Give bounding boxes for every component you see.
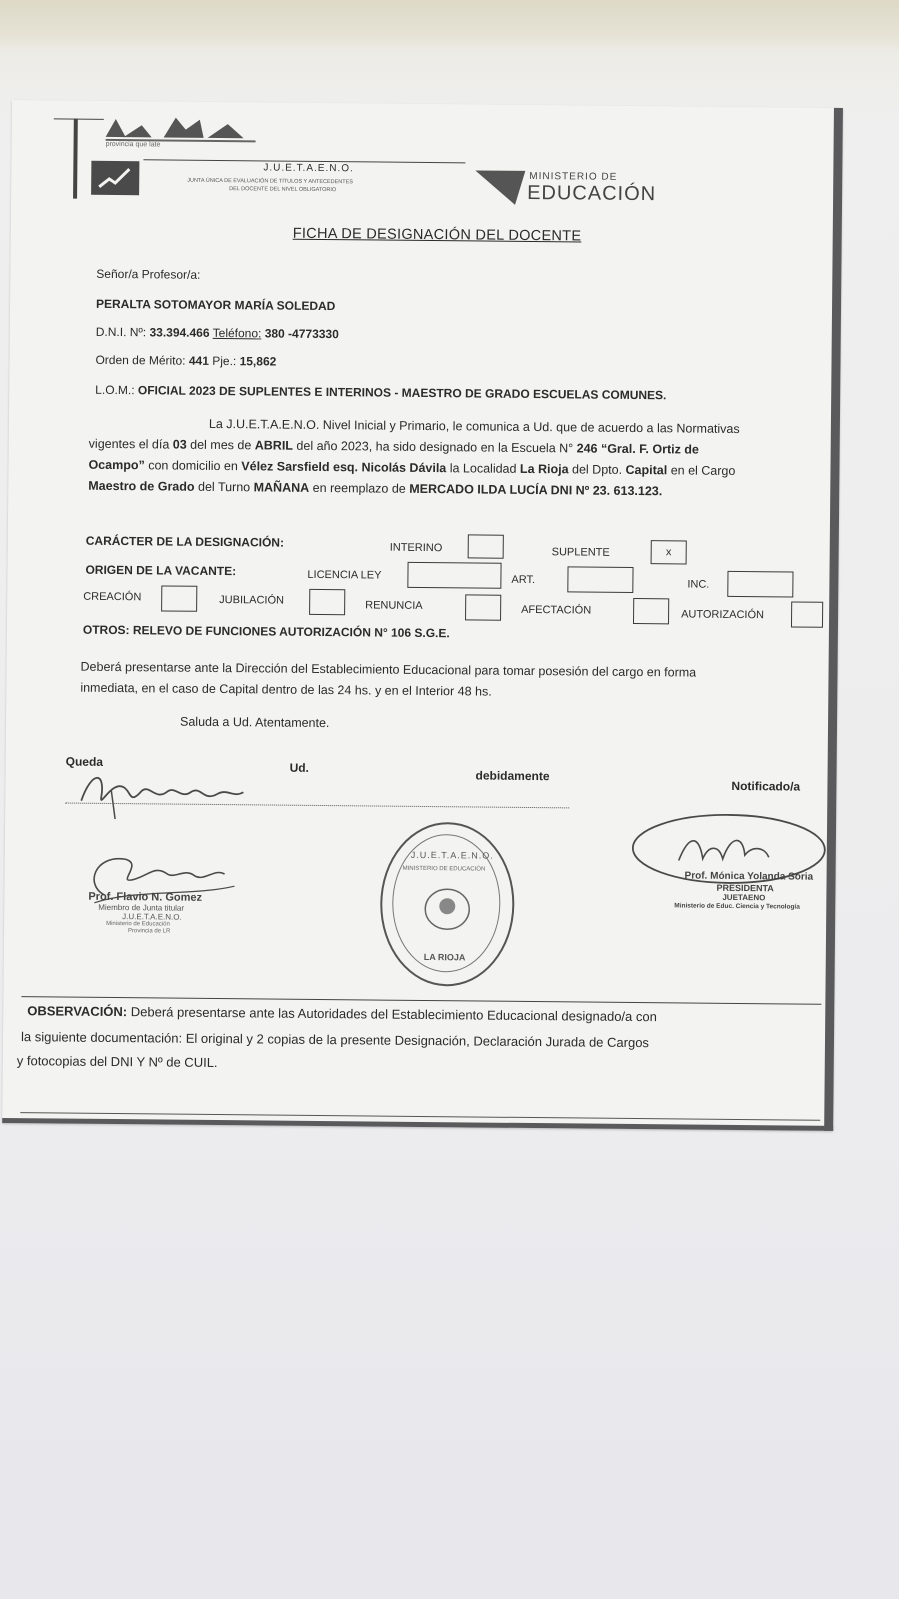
right-signer-role-1: PRESIDENTA (716, 882, 774, 894)
phone-label: Teléfono: (212, 325, 262, 341)
suplente-check-mark: x (665, 546, 672, 559)
origin-label: ORIGEN DE LA VACANTE: (85, 562, 237, 579)
header-vertical-bar (73, 119, 78, 199)
suplente-label: SUPLENTE (551, 546, 610, 559)
left-signer-role-3: Ministerio de Educación (106, 920, 170, 928)
afectacion-label: AFECTACIÓN (521, 603, 592, 617)
jubilacion-checkbox[interactable] (309, 589, 345, 615)
character-label: CARÁCTER DE LA DESIGNACIÓN: (85, 533, 285, 550)
dni-value: 33.394.466 (149, 325, 210, 340)
merit-value: 441 (188, 353, 209, 368)
observation-box (16, 996, 821, 1121)
body-line-4: Maestro de Grado del Turno MAÑANA en reemplazo de MERCADO ILDA LUCÍA DNI Nº 23. 613.123. (88, 478, 663, 499)
background-band (0, 0, 899, 52)
autorizacion-label: AUTORIZACIÓN (681, 608, 765, 622)
lom-label: L.O.M.: (95, 382, 135, 398)
score-label: Pje.: (212, 353, 237, 369)
designation-document (2, 100, 843, 1131)
ud-label: Ud. (289, 760, 310, 775)
seal-middle-text: MINISTERIO DE EDUCACIÓN (402, 865, 486, 873)
salutation: Señor/a Profesor/a: (96, 266, 201, 282)
acronym: J.U.E.T.A.E.N.O. (263, 162, 354, 175)
observation-line-1: OBSERVACIÓN: Deberá presentarse ante las Autoridades del Establecimiento Educacional designado/a con (27, 1003, 657, 1025)
left-signer-role-1: Miembro de Junta titular (98, 902, 185, 913)
acronym-subtitle-1: JUNTA ÚNICA DE EVALUACIÓN DE TÍTULOS Y ANTECEDENTES (187, 177, 354, 186)
creacion-label: CREACIÓN (83, 590, 142, 604)
right-signer-name: Prof. Mónica Yolanda Soria (684, 870, 814, 883)
ministry-top: MINISTERIO DE (529, 170, 618, 183)
body-line-1: La J.U.E.T.A.E.N.O. Nivel Inicial y Primario, le comunica a Ud. que de acuerdo a las Normativas (208, 416, 740, 436)
observation-line-3: y fotocopias del DNI Y Nº de CUIL. (16, 1053, 218, 1071)
juetaeno-logo (91, 161, 139, 195)
seal-bottom-text: LA RIOJA (423, 951, 466, 963)
seal-top-text: J.U.E.T.A.E.N.O. (410, 849, 494, 861)
header-line-left (54, 118, 104, 119)
licencia-label: LICENCIA LEY (307, 568, 382, 582)
afectacion-checkbox[interactable] (633, 598, 669, 624)
dni-label: D.N.I. Nº: (95, 324, 147, 340)
jubilacion-label: JUBILACIÓN (219, 594, 285, 607)
document-title: FICHA DE DESIGNACIÓN DEL DOCENTE (292, 225, 582, 245)
observation-label: OBSERVACIÓN: (27, 1003, 128, 1020)
art-label: ART. (511, 573, 536, 587)
creacion-checkbox[interactable] (161, 585, 197, 611)
left-signer-role-4: Provincia de LR (127, 928, 171, 935)
debidamente-label: debidamente (475, 768, 550, 784)
licencia-field[interactable] (407, 562, 501, 589)
seal-emblem (420, 884, 474, 935)
notificado-label: Notificado/a (731, 778, 801, 794)
teacher-name: PERALTA SOTOMAYOR MARÍA SOLEDAD (95, 296, 336, 314)
dni-line (96, 325, 339, 341)
province-logo-subtitle: provincia que late (105, 140, 161, 149)
acronym-subtitle-2: DEL DOCENTE DEL NIVEL OBLIGATORIO (229, 186, 337, 194)
right-signer-role-2: JUETAENO (722, 892, 766, 903)
autorizacion-checkbox[interactable] (791, 602, 823, 628)
interino-label: INTERINO (389, 541, 443, 555)
closing: Saluda a Ud. Atentamente. (179, 714, 330, 731)
otros-line: OTROS: RELEVO DE FUNCIONES AUTORIZACIÓN N° 106 S.G.E. (82, 622, 450, 641)
official-seal (380, 822, 516, 987)
observation-line-2: la siguiente documentación: El original y 2 copias de la presente Designación, Declaración Jurada de Cargos (20, 1029, 650, 1051)
inc-field[interactable] (727, 571, 793, 598)
handwritten-signature (71, 761, 252, 823)
merit-line (95, 353, 276, 369)
left-signer-name: Prof. Flavio N. Gomez (88, 890, 203, 904)
instructions-line-2: inmediata, en el caso de Capital dentro de las 24 hs. y en el Interior 48 hs. (80, 680, 492, 699)
ministry-bottom: EDUCACIÓN (527, 181, 657, 206)
body-line-2: vigentes el día 03 del mes de ABRIL del año 2023, ha sido designado en la Escuela N° 246 “Gral. F. Ortiz de (88, 436, 699, 457)
ministry-logo (475, 166, 527, 206)
lom-value: OFICIAL 2023 DE SUPLENTES E INTERINOS - MAESTRO DE GRADO ESCUELAS COMUNES. (137, 383, 667, 403)
inc-label: INC. (687, 578, 710, 591)
right-signer-role-3: Ministerio de Educ. Ciencia y Tecnología (674, 902, 800, 911)
body-line-3: Ocampo” con domicilio en Vélez Sarsfield esq. Nicolás Dávila la Localidad La Rioja del Dpto. Capital en el Cargo (88, 457, 736, 478)
art-field[interactable] (567, 566, 633, 593)
renuncia-checkbox[interactable] (465, 594, 501, 620)
instructions-line-1: Deberá presentarse ante la Dirección del Establecimiento Educacional para tomar posesión del cargo en forma (80, 659, 697, 680)
score-value: 15,862 (239, 354, 277, 369)
left-signer-role-2: J.U.E.T.A.E.N.O. (122, 912, 182, 922)
suplente-checkbox[interactable] (651, 540, 687, 564)
lom-line (95, 383, 666, 402)
merit-label: Orden de Mérito: (95, 352, 186, 368)
queda-label: Queda (65, 754, 104, 769)
interino-checkbox[interactable] (468, 534, 504, 558)
renuncia-label: RENUNCIA (365, 599, 423, 612)
phone-value: 380 -4773330 (264, 326, 339, 342)
